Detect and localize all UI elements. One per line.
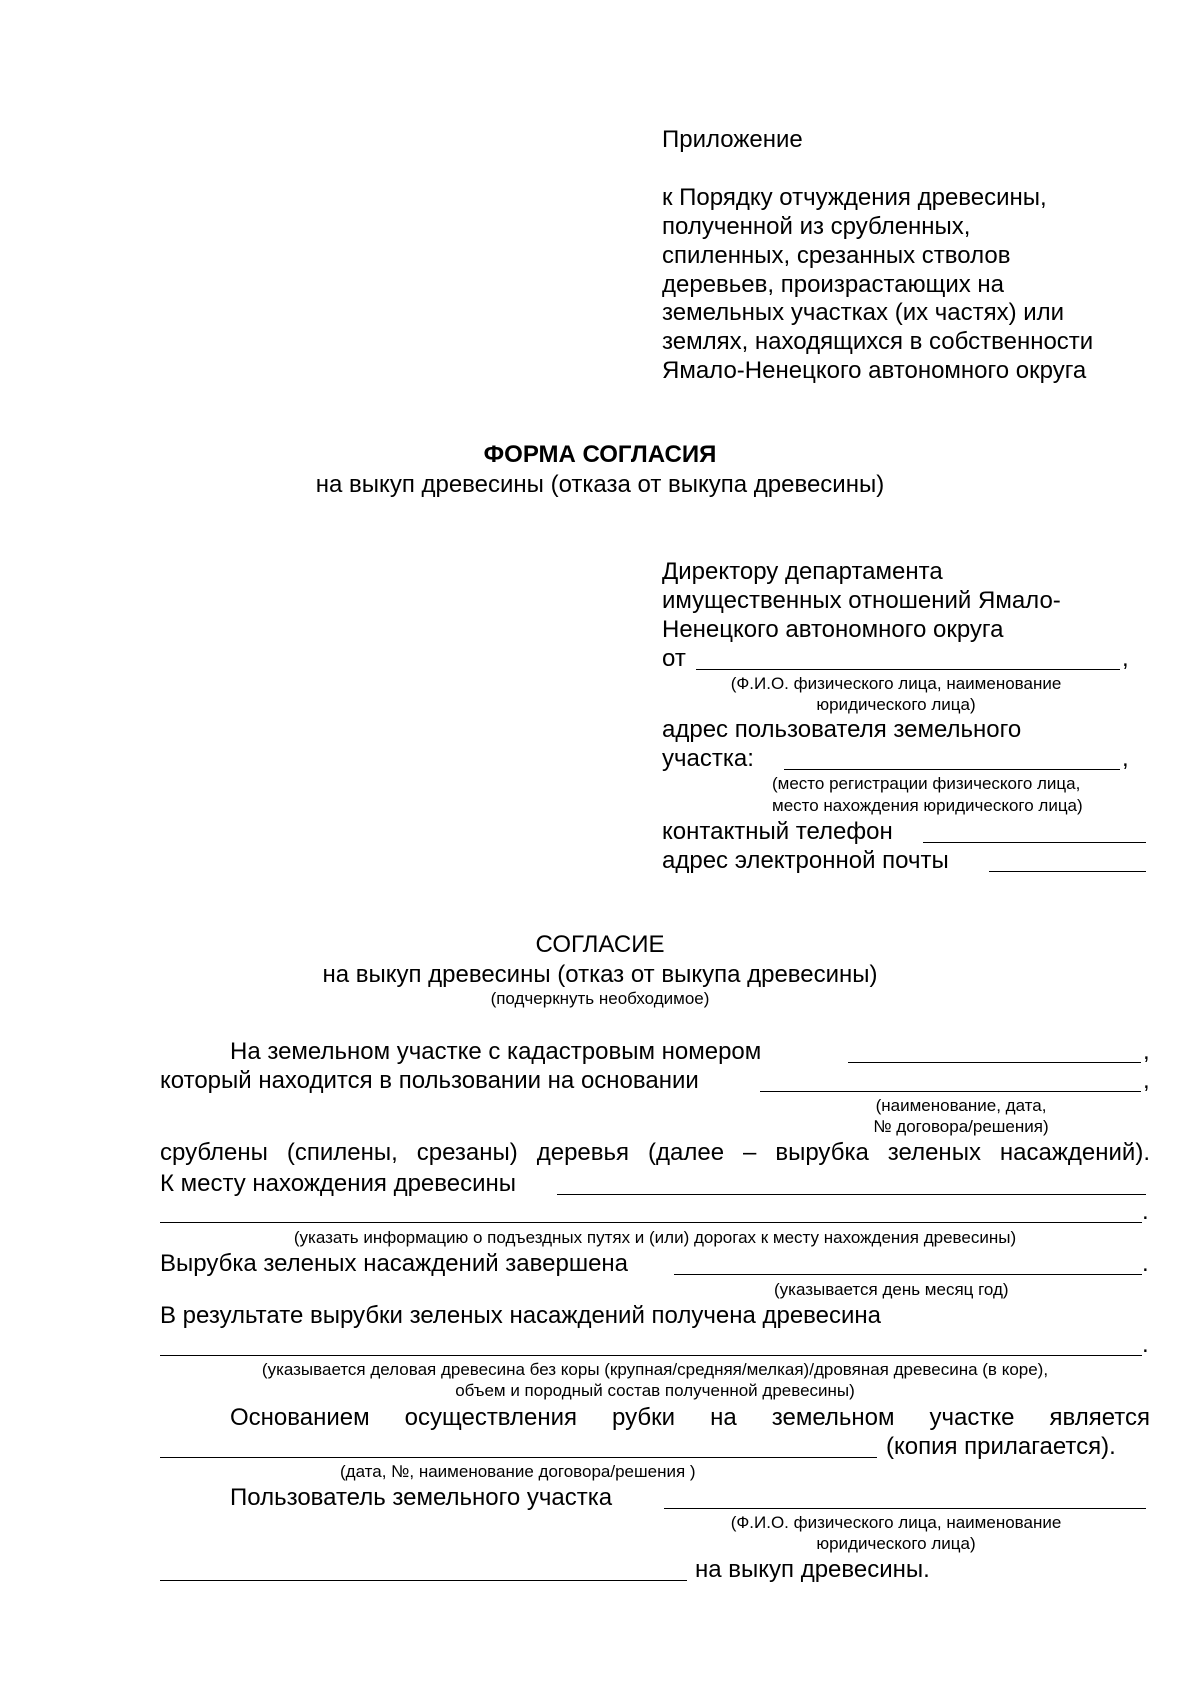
body-comma: , — [1143, 1038, 1150, 1065]
body-p9-tail: на выкуп древесины. — [695, 1556, 930, 1583]
wood-hint: объем и породный состав полученной древесины) — [455, 1381, 855, 1400]
user-hint: юридического лица) — [816, 1534, 976, 1553]
email-label: адрес электронной почты — [662, 847, 949, 874]
address-hint: место нахождения юридического лица) — [772, 796, 1083, 815]
body-p3: срублены (спилены, срезаны) деревья (далее – вырубка зеленых насаждений). — [160, 1139, 1150, 1166]
appendix-line: Ямало-Ненецкого автономного округа — [662, 357, 1087, 384]
from-blank-line — [696, 669, 1120, 670]
cadastral-blank-line — [848, 1062, 1141, 1063]
body-comma: , — [1143, 1067, 1150, 1094]
appendix-line: к Порядку отчуждения древесины, — [662, 184, 1047, 211]
wood-hint: (указывается деловая древесина без коры (крупная/средняя/мелкая)/дровяная древесина (в коре), — [261, 1360, 1049, 1379]
address-hint: (место регистрации физического лица, — [772, 774, 1081, 793]
wood-blank-line — [160, 1355, 1142, 1356]
addressee-line: Директору департамента — [662, 558, 943, 585]
from-hint: (Ф.И.О. физического лица, наименование — [730, 674, 1062, 693]
phone-label: контактный телефон — [662, 818, 893, 845]
body-p5: Вырубка зеленых насаждений завершена — [160, 1250, 629, 1277]
body-dot: . — [1142, 1331, 1149, 1358]
body-p7: Основанием осуществления рубки на земельном участке является — [230, 1404, 1150, 1431]
appendix-line: полученной из срубленных, — [662, 213, 971, 240]
address-comma: , — [1122, 745, 1129, 772]
email-blank-line — [989, 871, 1146, 872]
appendix-label: Приложение — [662, 126, 803, 153]
consent-subtitle: на выкуп древесины (отказ от выкупа древесины) — [322, 961, 878, 988]
basis-hint: (дата, №, наименование договора/решения ) — [340, 1462, 696, 1481]
form-subtitle: на выкуп древесины (отказа от выкупа древесины) — [315, 471, 885, 498]
date-hint: (указывается день месяц год) — [774, 1280, 1009, 1299]
contract-hint: (наименование, дата, — [875, 1096, 1047, 1115]
addressee-line: Ненецкого автономного округа — [662, 616, 1004, 643]
address-line1: адрес пользователя земельного — [662, 716, 1022, 743]
body-p2: который находится в пользовании на основании — [160, 1067, 699, 1094]
basis-doc-blank-line — [160, 1457, 877, 1458]
user-blank-line — [664, 1508, 1146, 1509]
from-comma: , — [1122, 645, 1129, 672]
form-title: ФОРМА СОГЛАСИЯ — [483, 441, 717, 468]
user-hint: (Ф.И.О. физического лица, наименование — [730, 1513, 1062, 1532]
consent-note: (подчеркнуть необходимое) — [490, 989, 710, 1008]
location-blank-line-2 — [160, 1222, 1142, 1223]
appendix-line: спиленных, срезанных стволов — [662, 242, 1011, 269]
roads-hint: (указать информацию о подъездных путях и (или) дорогах к месту нахождения древесины) — [293, 1228, 1017, 1247]
appendix-line: деревьев, произрастающих на — [662, 271, 1005, 298]
consent-title: СОГЛАСИЕ — [535, 931, 665, 958]
addressee-line: имущественных отношений Ямало- — [662, 587, 1061, 614]
location-blank-line — [557, 1194, 1146, 1195]
address-blank-line — [784, 769, 1120, 770]
contract-hint: № договора/решения) — [873, 1117, 1049, 1136]
date-blank-line — [674, 1274, 1142, 1275]
address-label: участка: — [662, 745, 754, 772]
appendix-line: землях, находящихся в собственности — [662, 328, 1094, 355]
phone-blank-line — [923, 842, 1146, 843]
from-label: от — [662, 645, 686, 672]
from-hint: юридического лица) — [816, 695, 976, 714]
body-p8: Пользователь земельного участка — [230, 1484, 613, 1511]
consent-choice-blank-line — [160, 1580, 687, 1581]
body-p7-tail: (копия прилагается). — [886, 1433, 1116, 1460]
body-p6: В результате вырубки зеленых насаждений получена древесина — [160, 1302, 882, 1329]
body-dot: . — [1142, 1198, 1149, 1225]
basis-blank-line — [760, 1091, 1141, 1092]
body-p1: На земельном участке с кадастровым номером — [230, 1038, 762, 1065]
appendix-line: земельных участках (их частях) или — [662, 299, 1065, 326]
body-p4: К месту нахождения древесины — [160, 1170, 517, 1197]
body-dot: . — [1142, 1250, 1149, 1277]
